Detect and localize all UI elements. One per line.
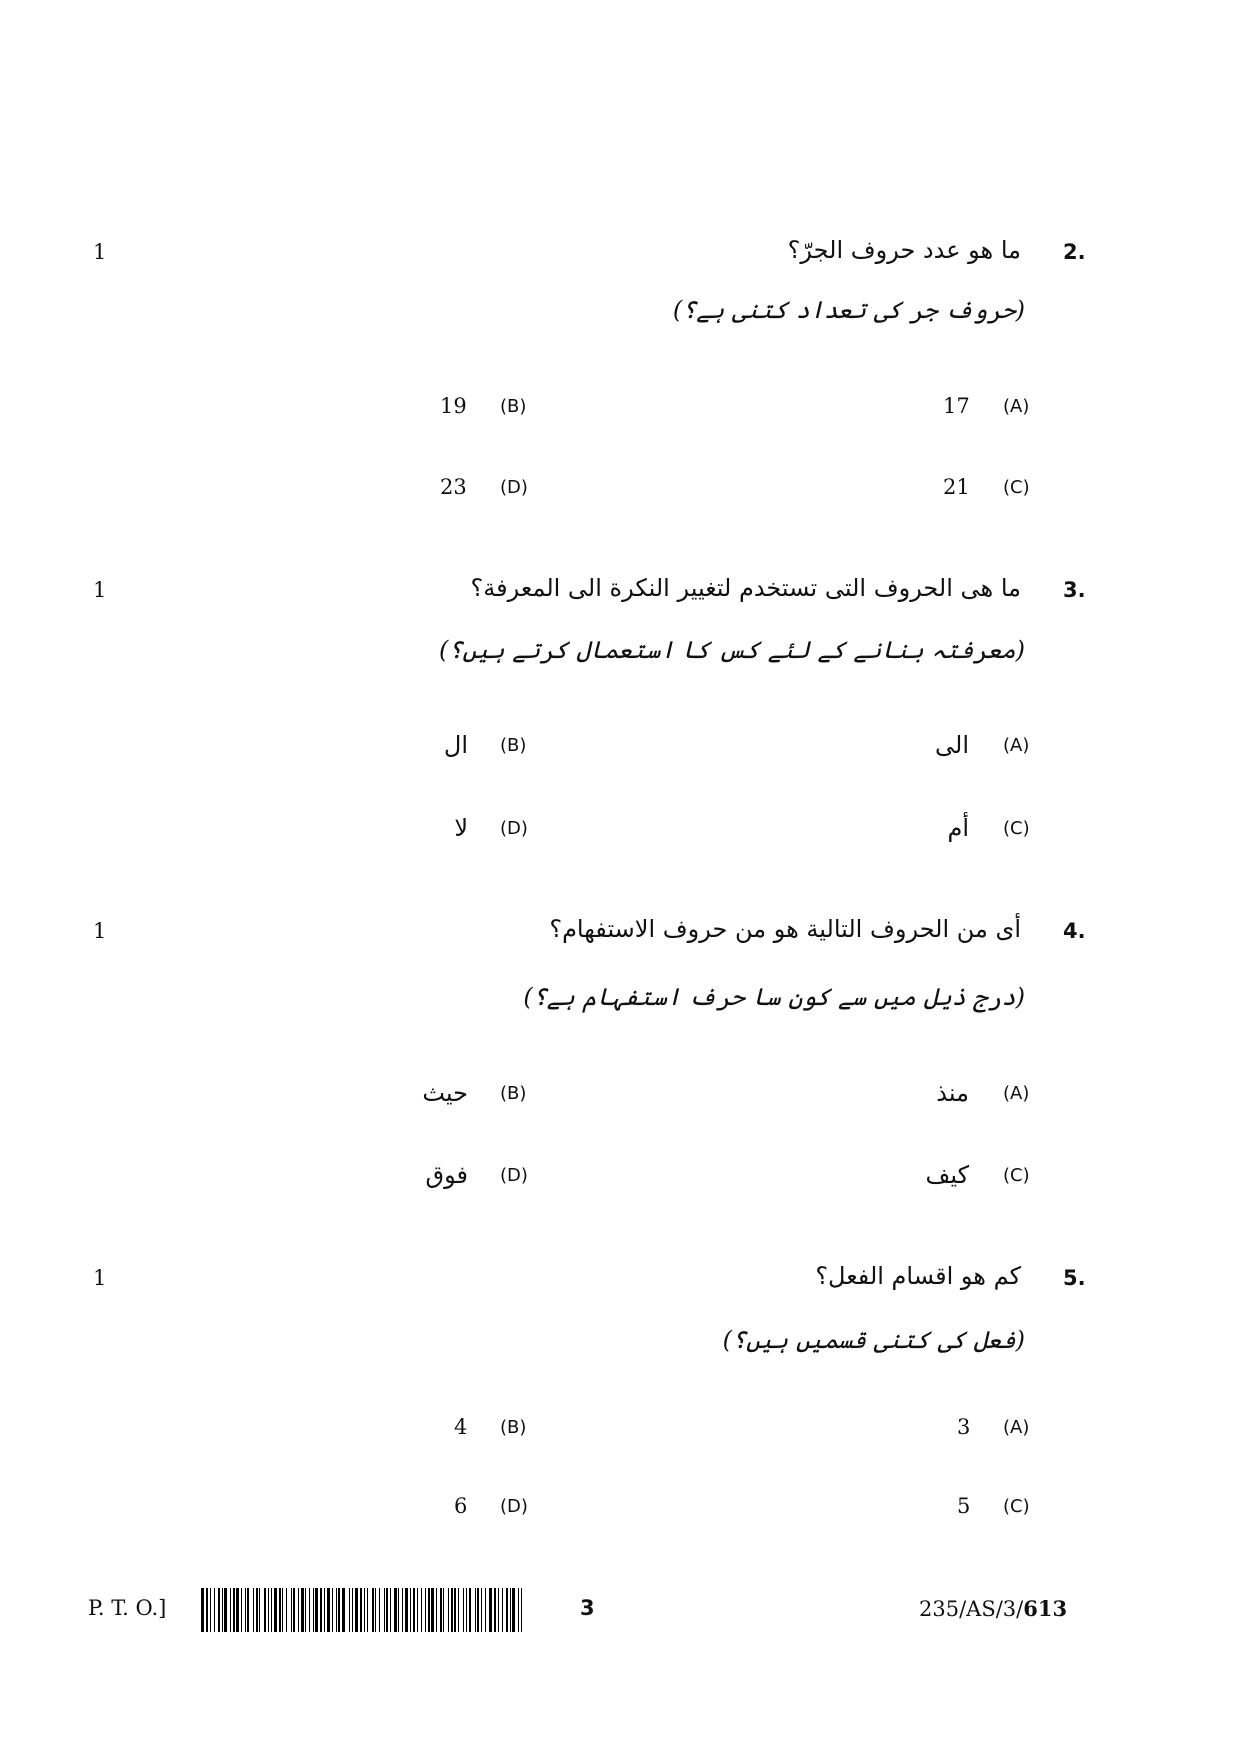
question-number-3: 3. [1063,578,1086,602]
question-4-arabic: أی من الحروف التالیة هو من حروف الاستفهام؟ [549,915,1021,943]
q4-option-b-label: (B) [500,1083,527,1104]
q5-option-c-label: (C) [1003,1496,1030,1517]
question-number-5: 5. [1063,1266,1086,1290]
q4-option-a-label: (A) [1003,1083,1030,1104]
marks-q4: 1 [93,919,107,943]
q2-option-c-value: 21 [943,475,970,499]
q3-option-d-label: (D) [500,818,528,839]
q3-option-a-label: (A) [1003,735,1030,756]
paper-code-prefix: 235/AS/3/ [919,1597,1024,1621]
question-2-urdu: (حروف جر کی تعداد کتنی ہے؟) [672,296,1025,324]
pto-label: P. T. O.] [88,1596,167,1620]
paper-code-suffix: 613 [1023,1596,1068,1621]
question-4-urdu: (درج ذیل میں سے کون سا حرف استفہام ہے؟) [523,983,1025,1011]
q4-option-c-value: کیف [925,1161,969,1189]
question-number-2: 2. [1063,240,1086,264]
q2-option-a-label: (A) [1003,396,1030,417]
q2-option-a-value: 17 [943,394,970,418]
q2-option-d-value: 23 [440,475,467,499]
q3-option-d-value: لا [454,814,468,842]
paper-code [919,1596,1067,1621]
q3-option-a-value: الی [935,731,969,759]
question-2-arabic: ما هو عدد حروف الجرّ؟ [787,236,1021,264]
q4-option-d-label: (D) [500,1165,528,1186]
q2-option-d-label: (D) [500,477,528,498]
q5-option-a-value: 3 [957,1415,971,1439]
page-number: 3 [580,1596,595,1620]
q5-option-c-value: 5 [957,1494,971,1518]
q5-option-a-label: (A) [1003,1417,1030,1438]
q5-option-d-label: (D) [500,1496,528,1517]
q4-option-c-label: (C) [1003,1165,1030,1186]
question-5-arabic: کم هو اقسام الفعل؟ [815,1262,1021,1290]
q3-option-b-value: ال [443,731,468,759]
q4-option-b-value: حیث [422,1079,468,1107]
q4-option-d-value: فوق [425,1161,468,1189]
question-number-4: 4. [1063,919,1086,943]
barcode-image [201,1588,522,1632]
q2-option-b-label: (B) [500,396,527,417]
q3-option-b-label: (B) [500,735,527,756]
q3-option-c-label: (C) [1003,818,1030,839]
q3-option-c-value: أم [947,814,969,842]
q2-option-b-value: 19 [440,394,467,418]
q5-option-b-label: (B) [500,1417,527,1438]
question-5-urdu: (فعل کی کتنی قسمیں ہیں؟) [722,1326,1025,1354]
marks-q3: 1 [93,578,107,602]
question-3-arabic: ما هی الحروف التی تستخدم لتغییر النکرة الی المعرفة؟ [470,574,1021,602]
q2-option-c-label: (C) [1003,477,1030,498]
marks-q5: 1 [93,1266,107,1290]
marks-q2: 1 [93,240,107,264]
q5-option-d-value: 6 [454,1494,468,1518]
q4-option-a-value: منذ [936,1079,969,1107]
question-3-urdu: (معرفتہ بنانے کے لئے کس کا استعمال کرتے ہیں؟) [438,636,1025,664]
q5-option-b-value: 4 [454,1415,468,1439]
